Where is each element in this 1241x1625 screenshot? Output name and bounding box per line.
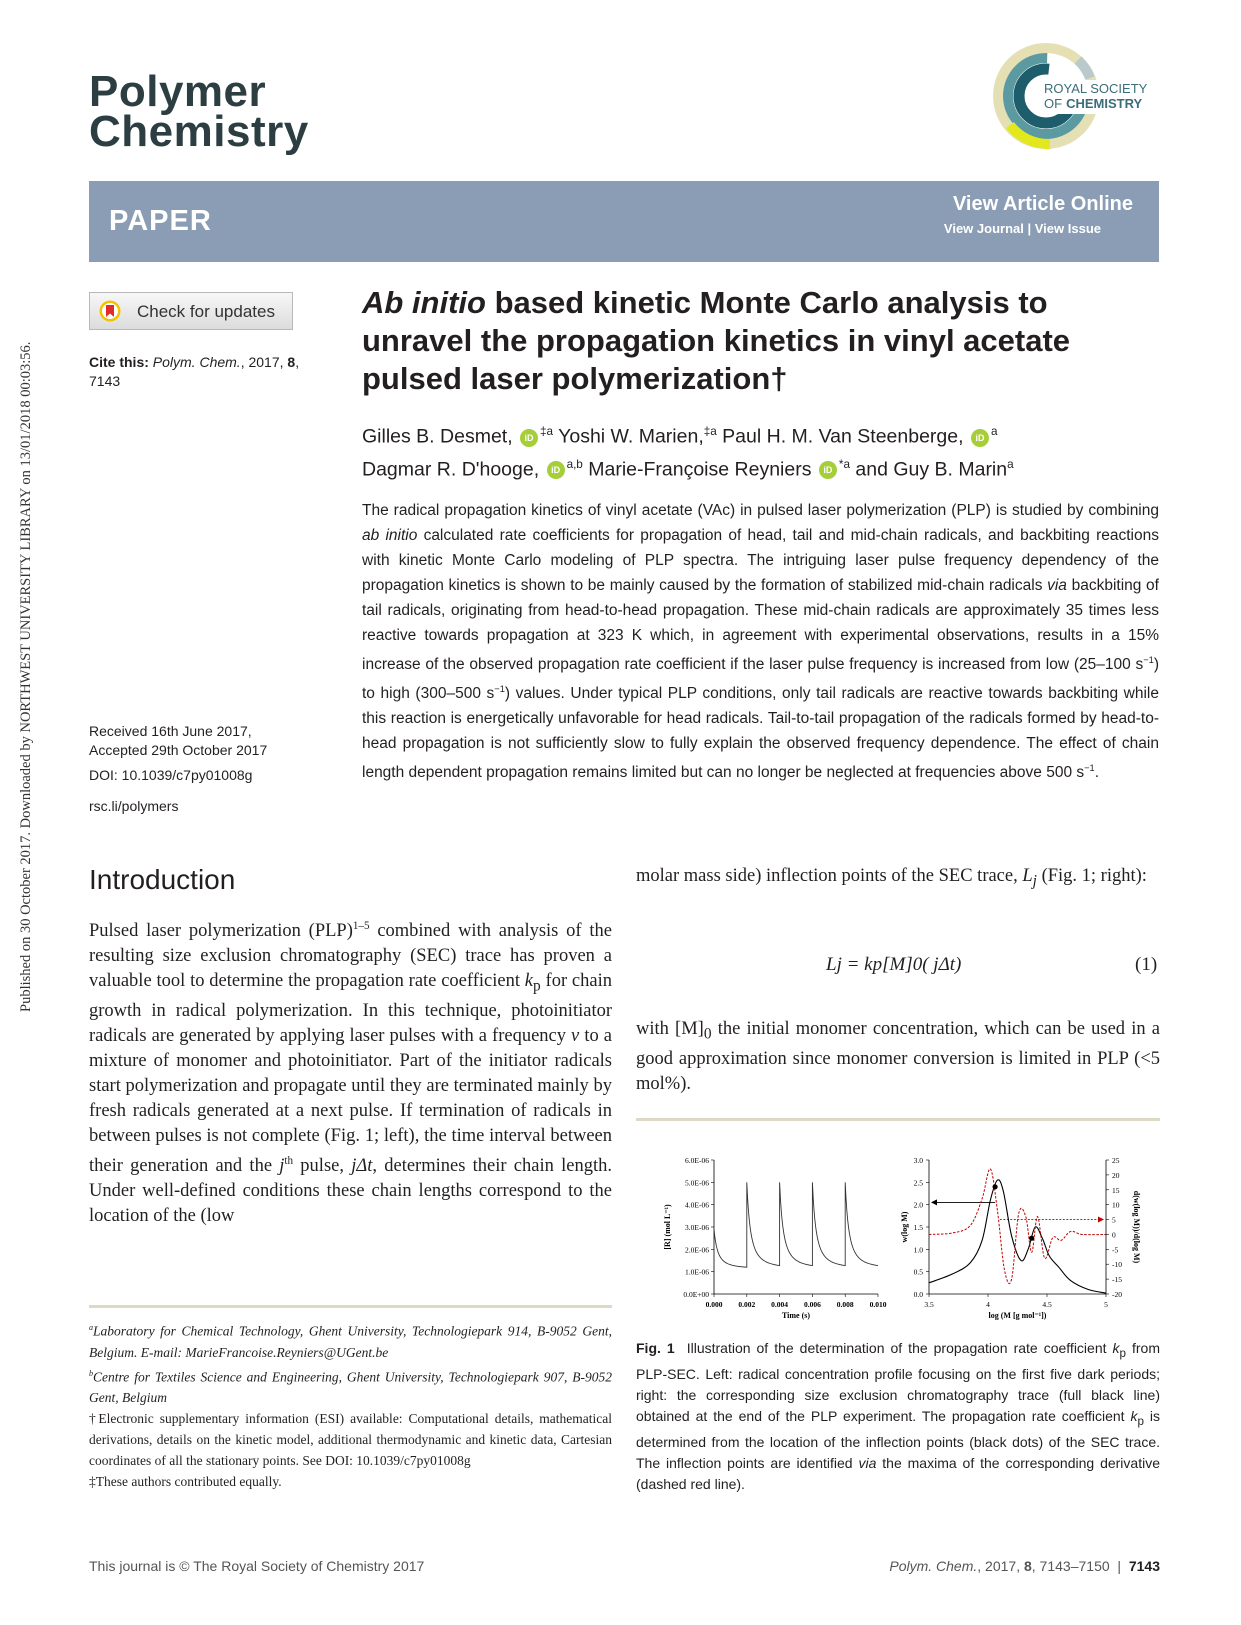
- chart-radical-concentration: [663, 1156, 887, 1320]
- symbol-L: L: [1022, 866, 1033, 886]
- y2-axis-label: d(w(log M))/d(log M): [1132, 1190, 1141, 1264]
- symbol-subscript: p: [533, 977, 541, 995]
- y-tick-label: 1.0: [913, 1245, 923, 1255]
- y-tick-label: 1.5: [913, 1223, 923, 1232]
- series-line: [714, 1182, 878, 1267]
- cite-year: , 2017,: [240, 354, 288, 370]
- series-derivative: [929, 1169, 1106, 1284]
- symbol-subscript: p: [1137, 1414, 1144, 1428]
- y-tick-label: 5.0E-06: [685, 1178, 709, 1188]
- rsc-logo-of: OF: [1044, 96, 1063, 111]
- author-affiliation: a: [1007, 457, 1014, 471]
- cite-pages-sep: ,: [295, 354, 300, 370]
- y-tick-label: 0.0: [913, 1290, 923, 1299]
- body-text: the initial monomer concentration, which can be used in a good approximation since monomer conversion is limited in PLP (<5 mol%).: [636, 1019, 1160, 1094]
- abstract-italic: via: [1047, 577, 1067, 594]
- y2-tick-label: 20: [1112, 1170, 1120, 1180]
- orcid-icon[interactable]: iD: [520, 429, 538, 447]
- x-axis-label: log (M [g mol⁻¹]): [988, 1311, 1047, 1320]
- caption-text: the maxima of the corresponding derivative (dashed red line).: [636, 1454, 1160, 1492]
- publication-side-note: Published on 30 October 2017. Downloaded by NORTHWEST UNIVERSITY LIBRARY on 13/01/2018 00:03:56.: [18, 341, 34, 1012]
- footnote-ddagger: ‡These authors contributed equally.: [89, 1474, 282, 1489]
- view-journal-link[interactable]: View Journal: [943, 221, 1024, 236]
- abstract-text: ) to high (300–500 s: [362, 656, 1159, 703]
- y2-tick-label: 10: [1112, 1200, 1120, 1210]
- reference-superscript[interactable]: 1–5: [352, 920, 370, 932]
- footer-citation: [889, 1558, 1160, 1574]
- footnote-dagger: †Electronic supplementary information (ESI) available: Computational details, mathematical derivations, details on the kinetic model, additional thermodynamic and kinetic data, Cartesian coordinates of all the stationary points. See DOI: 10.1039/c7py01008g: [89, 1411, 612, 1468]
- cite-volume: 8: [287, 354, 296, 370]
- orcid-icon[interactable]: iD: [971, 429, 989, 447]
- footer-volume: 8: [1023, 1558, 1032, 1574]
- symbol-k: k: [1130, 1407, 1138, 1424]
- article-type-label: PAPER: [109, 205, 212, 237]
- x-tick-label: 4.5: [1042, 1300, 1052, 1309]
- banner-links: [944, 221, 1101, 236]
- y2-tick-label: -15: [1112, 1275, 1122, 1285]
- author-name[interactable]: Yoshi W. Marien,: [558, 425, 704, 448]
- y-tick-label: 4.0E-06: [685, 1200, 709, 1210]
- series-sec-trace: [929, 1180, 1106, 1293]
- intro-text: combined with analysis of the resulting size exclusion chromatography (SEC) trace has proven a valuable tool to determine the propagation rate coefficient: [89, 921, 612, 992]
- cite-page: 7143: [89, 373, 121, 389]
- symbol-nu: ν: [571, 1025, 580, 1046]
- section-heading-introduction: Introduction: [89, 864, 236, 895]
- figure-label: Fig. 1: [636, 1340, 675, 1356]
- body-text: molar mass side) inflection points of the SEC trace,: [636, 866, 1023, 886]
- abstract: [362, 498, 1159, 785]
- view-issue-link[interactable]: View Issue: [1034, 221, 1101, 236]
- author-list: [362, 418, 1162, 483]
- x-tick-label: 0.000: [705, 1300, 723, 1309]
- footer-journal: Polym. Chem.: [889, 1558, 978, 1574]
- author-affiliation: a: [990, 425, 998, 438]
- y-tick-label: 2.0: [913, 1200, 923, 1210]
- footnotes: [89, 1317, 612, 1492]
- author-name[interactable]: Marie-Françoise Reyniers: [588, 458, 812, 480]
- author-name[interactable]: Paul H. M. Van Steenberge,: [722, 425, 964, 448]
- journal-link[interactable]: rsc.li/polymers: [89, 798, 179, 814]
- chart-sec-trace: [900, 1156, 1141, 1320]
- x-tick-label: 4: [986, 1300, 990, 1309]
- rsc-logo-icon: [990, 40, 1160, 152]
- footer-separator: |: [1117, 1558, 1122, 1574]
- y2-tick-label: 0: [1112, 1230, 1116, 1240]
- abstract-text: backbiting of tail radicals, originating from head-to-head propagation. These mid-chain radicals are approximately 35 times less reactive towards propagation at 323 K which, in agreement with experimental observations, results in a 15% increase of the observed propagation rate coefficient if the laser pulse frequency is increased from low (25–100 s: [362, 577, 1159, 674]
- caption-text: from PLP-SEC. Left: radical concentration profile focusing on the first five dark periods; right: the corresponding size exclusion chromatography trace (full black line) obtained at the end of the PLP experiment. The propagation rate coefficient: [636, 1340, 1161, 1424]
- intro-text: for chain growth in radical polymerization. In this technique, photoinitiator radicals are generated by applying laser pulses with a frequency: [89, 971, 612, 1046]
- accepted-date: Accepted 29th October 2017: [89, 742, 268, 758]
- banner-link-separator: |: [1027, 221, 1032, 236]
- author-affiliation: ‡a: [703, 425, 717, 438]
- x-tick-label: 0.004: [771, 1300, 789, 1309]
- y-tick-label: 1.0E-06: [685, 1267, 709, 1277]
- equation-number: (1): [1135, 954, 1158, 975]
- author-affiliation: *a: [838, 457, 850, 471]
- intro-paragraph: [89, 914, 612, 1229]
- abstract-text: The radical propagation kinetics of vinyl acetate (VAc) in pulsed laser polymerization (PLP) is studied by combining: [362, 502, 1159, 519]
- y-tick-label: 2.5: [913, 1178, 923, 1188]
- figure-caption: [636, 1338, 1160, 1495]
- intro-text: Pulsed laser polymerization (PLP): [89, 921, 353, 942]
- abstract-superscript: −1: [494, 684, 505, 695]
- y2-tick-label: 15: [1112, 1185, 1120, 1195]
- symbol-superscript: th: [284, 1154, 294, 1167]
- y2-tick-label: -5: [1112, 1245, 1119, 1255]
- y-axis-label: [R] (mol L⁻¹): [663, 1204, 672, 1250]
- caption-text: Illustration of the determination of the propagation rate coefficient: [686, 1340, 1113, 1356]
- author-affiliation: ‡a: [540, 425, 554, 438]
- symbol-k: k: [524, 971, 534, 992]
- abstract-superscript: −1: [1084, 763, 1095, 774]
- citation: [89, 353, 329, 391]
- author-name[interactable]: and Guy B. Marin: [855, 458, 1008, 480]
- svg-text:OFCHEMISTRY: [1044, 96, 1142, 111]
- footnote-text: Laboratory for Chemical Technology, Ghent University, Technologiepark 914, B-9052 Gent, Belgium. E-mail: MarieFrancoise.Reyniers@UGent.be: [89, 1323, 612, 1360]
- x-tick-label: 0.006: [803, 1300, 821, 1309]
- abstract-text: calculated rate coefficients for propagation of head, tail and mid-chain radicals, and backbiting reactions with kinetic Monte Carlo modeling of PLP spectra. The intriguing laser pulse frequency dependency of the propagation kinetics is shown to be mainly caused by the formation of stabilized mid-chain radicals: [362, 527, 1159, 594]
- x-axis-label: Time (s): [781, 1311, 811, 1320]
- intro-text: pulse,: [293, 1156, 352, 1176]
- journal-name-line2: Chemistry: [89, 107, 309, 156]
- inflection-point: [1029, 1236, 1034, 1241]
- symbol-k: k: [1112, 1340, 1120, 1356]
- cite-journal: Polym. Chem.: [152, 354, 241, 370]
- footnote-marker: b: [89, 1368, 94, 1378]
- y-tick-label: 2.0E-06: [685, 1245, 709, 1255]
- article-title: [362, 284, 1162, 398]
- orcid-icon[interactable]: iD: [819, 461, 837, 479]
- abstract-text: .: [1094, 764, 1100, 782]
- rsc-logo[interactable]: [990, 40, 1160, 152]
- figure-1: [636, 1140, 1160, 1332]
- y2-tick-label: 5: [1112, 1215, 1116, 1225]
- title-line3: pulsed laser polymerization†: [362, 361, 788, 396]
- y-tick-label: 3.0: [913, 1156, 923, 1165]
- check-for-updates-button[interactable]: [89, 292, 293, 330]
- y-tick-label: 0.5: [913, 1267, 923, 1277]
- cite-label: Cite this:: [89, 354, 149, 370]
- abstract-text: ) values. Under typical PLP conditions, only tail radicals are reactive towards backbiting while this reaction is energetically unfavorable for head radicals. Tail-to-tail propagation of the radicals formed by head-to-head propagation is not sufficiently slow to fully explain the observed frequency dependence. The effect of chain length dependent propagation remains limited but can no longer be neglected at frequencies above 500 s: [362, 685, 1160, 782]
- abstract-superscript: −1: [1143, 655, 1154, 665]
- footnote-marker: a: [89, 1323, 94, 1332]
- symbol-subscript: p: [1119, 1346, 1126, 1360]
- footer-copyright: This journal is © The Royal Society of Chemistry 2017: [89, 1558, 425, 1574]
- abstract-italic: ab initio: [362, 527, 418, 544]
- footnote-a: [89, 1317, 612, 1363]
- received-date: Received 16th June 2017,: [89, 723, 252, 739]
- article-meta: [89, 722, 329, 816]
- y2-tick-label: -20: [1112, 1290, 1122, 1299]
- x-tick-label: 0.010: [869, 1300, 887, 1309]
- footnote-b: [89, 1363, 612, 1409]
- rsc-logo-chemistry: CHEMISTRY: [1066, 96, 1143, 111]
- y-tick-label: 6.0E-06: [685, 1156, 709, 1165]
- footnote-text: Centre for Textiles Science and Engineering, Ghent University, Technologiepark 907, B-9052 Gent, Belgium: [89, 1369, 612, 1405]
- article-banner: [89, 181, 1159, 262]
- journal-name: [89, 67, 309, 156]
- y-axis-label: w(log M): [900, 1211, 909, 1243]
- equation-1: Lj = kp[M]0( jΔt): [826, 954, 962, 975]
- footnote-divider: [89, 1305, 612, 1308]
- body-text: (Fig. 1; right):: [1036, 866, 1147, 886]
- right-column-paragraph: [636, 864, 1160, 894]
- y2-tick-label: -10: [1112, 1260, 1122, 1270]
- title-line1: based kinetic Monte Carlo analysis to: [485, 285, 1048, 320]
- caption-text: is determined from the location of the inflection points (black dots) of the SEC trace. The inflection points are identified: [636, 1407, 1160, 1471]
- orcid-icon[interactable]: iD: [547, 461, 565, 479]
- figure-divider: [636, 1118, 1160, 1121]
- author-affiliation: a,b: [566, 457, 583, 471]
- symbol-j: j: [279, 1156, 285, 1176]
- check-for-updates-label: Check for updates: [137, 302, 275, 321]
- author-name[interactable]: Dagmar R. D'hooge,: [362, 458, 540, 480]
- caption-italic: via: [858, 1454, 877, 1471]
- journal-name-line1: Polymer: [89, 67, 267, 116]
- doi[interactable]: DOI: 10.1039/c7py01008g: [89, 767, 253, 783]
- footer-year: , 2017,: [977, 1558, 1024, 1574]
- inflection-point: [992, 1184, 997, 1189]
- x-tick-label: 0.002: [738, 1300, 756, 1309]
- bookmark-icon: [99, 300, 121, 322]
- body-text: with [M]: [636, 1019, 704, 1039]
- x-tick-label: 0.008: [836, 1300, 854, 1309]
- page-number: 7143: [1128, 1558, 1160, 1574]
- y-tick-label: 3.0E-06: [685, 1223, 709, 1232]
- x-tick-label: 3.5: [924, 1300, 934, 1309]
- view-article-online-link[interactable]: View Article Online: [952, 193, 1133, 215]
- title-italic: Ab initio: [362, 285, 486, 320]
- arrow-head-right: [1098, 1217, 1104, 1223]
- intro-text: to a mixture of monomer and photoinitiator. Part of the initiator radicals start polymerization and propagate until they are terminated mainly by fresh radicals generated at a next pulse. If termination of radicals in between pulses is not complete (Fig. 1; left), the time interval between their generation and the: [89, 1025, 612, 1176]
- intro-text: , determines their chain length. Under well-defined conditions these chain lengths correspond to the location of the (low: [89, 1156, 612, 1226]
- y-tick-label: 0.0E+00: [683, 1290, 709, 1299]
- footer-pages: , 7143–7150: [1031, 1558, 1110, 1574]
- symbol-subscript: j: [1032, 872, 1037, 890]
- symbol-subscript: 0: [703, 1025, 712, 1043]
- right-column-paragraph: [636, 1017, 1160, 1097]
- x-tick-label: 5: [1104, 1300, 1108, 1309]
- title-line2: unravel the propagation kinetics in vinyl acetate: [362, 323, 1071, 358]
- rsc-logo-line1: ROYAL SOCIETY: [1044, 81, 1148, 96]
- author-name[interactable]: Gilles B. Desmet,: [362, 425, 513, 448]
- symbol-jdt: jΔt: [351, 1156, 373, 1176]
- y2-tick-label: 25: [1112, 1156, 1120, 1165]
- arrow-head-left: [931, 1199, 937, 1205]
